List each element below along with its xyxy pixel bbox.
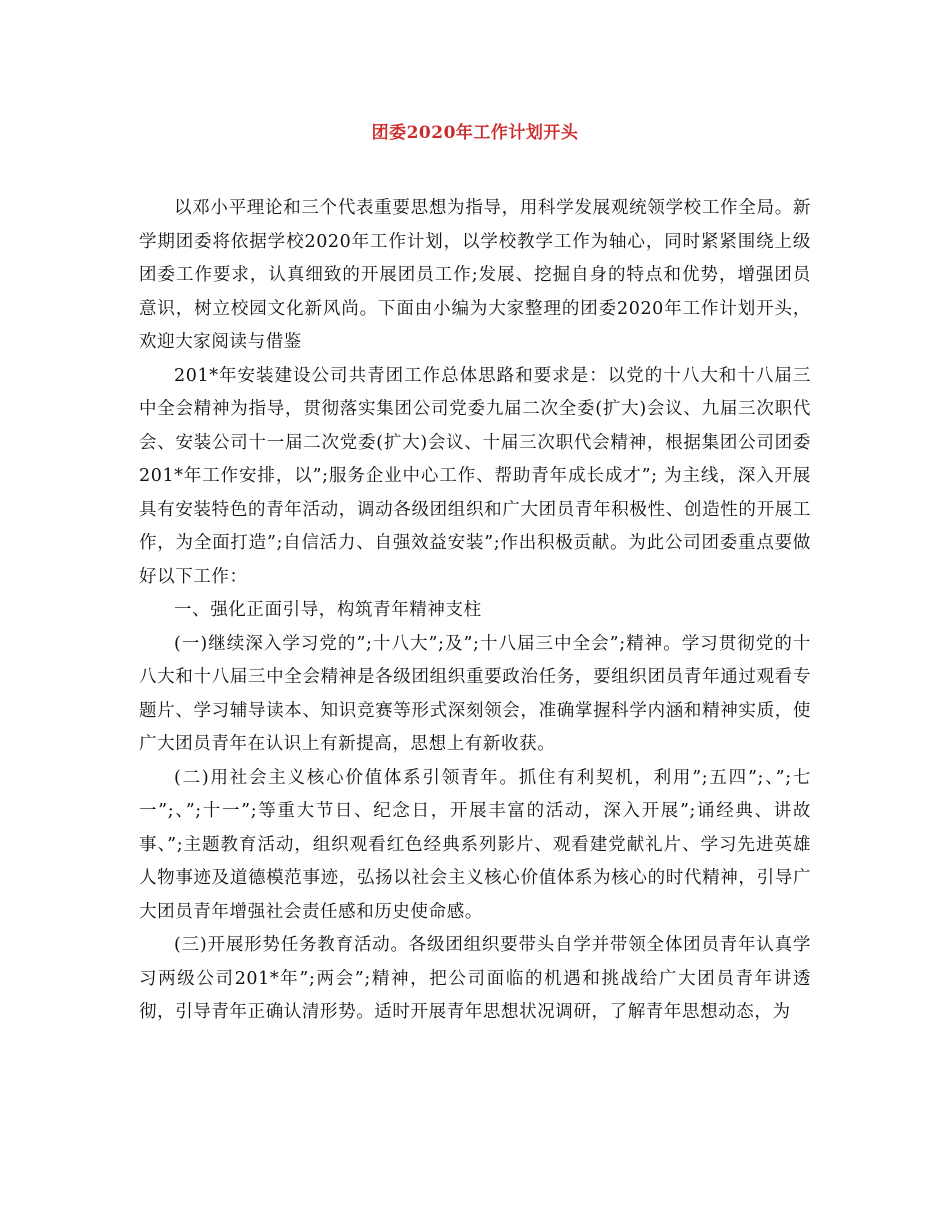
document-title: 团委2020年工作计划开头: [371, 123, 579, 143]
paragraph-item-1: (一)继续深入学习党的”;十八大”;及”;十八届三中全会”;精神。学习贯彻党的十八大和十八届三中全会精神是各级团组织重要政治任务，要组织团员青年通过观看专题片、学习辅导读本、知识竞赛等形式深刻领会，准确掌握科学内涵和精神实质，使广大团员青年在认识上有新提高，思想上有新收获。: [139, 633, 811, 754]
paragraph-overall-approach: 201*年安装建设公司共青团工作总体思路和要求是：以党的十八大和十八届三中全会精神为指导，贯彻落实集团公司党委九届二次全委(扩大)会议、九届三次职代会、安装公司十一届二次党委(扩大)会议、十届三次职代会精神，根据集团公司团委201*年工作安排，以”;服务企业中心工作、帮助青年成长成才”; 为主线，深入开展具有安装特色的青年活动，调动各级团组织和广大团员青年积极性、创造性的开展工作，为全面打造”;自信活力、自强效益安装”;作出积极贡献。为此公司团委重点要做好以下工作：: [139, 365, 811, 587]
paragraph-item-3: (三)开展形势任务教育活动。各级团组织要带头自学并带领全体团员青年认真学习两级公司201*年”;两会”;精神，把公司面临的机遇和挑战给广大团员青年讲透彻，引导青年正确认清形势。适时开展青年思想状况调研，了解青年思想动态，为: [139, 935, 811, 1022]
paragraph-item-2: (二)用社会主义核心价值体系引领青年。抓住有利契机，利用”;五四”;、”;七一”;、”;十一”;等重大节日、纪念日，开展丰富的活动，深入开展”;诵经典、讲故事、”;主题教育活动，组织观看红色经典系列影片、观看建党献礼片、学习先进英雄人物事迹及道德模范事迹，弘扬以社会主义核心价值体系为核心的时代精神，引导广大团员青年增强社会责任感和历史使命感。: [139, 767, 811, 922]
paragraph-intro: 以邓小平理论和三个代表重要思想为指导，用科学发展观统领学校工作全局。新学期团委将依据学校2020年工作计划，以学校教学工作为轴心，同时紧紧围绕上级团委工作要求，认真细致的开展团员工作;发展、挖掘自身的特点和优势，增强团员意识，树立校园文化新风尚。下面由小编为大家整理的团委2020年工作计划开头，欢迎大家阅读与借鉴: [139, 198, 811, 352]
document-page: [139, 118, 811, 1030]
section-heading-1: 一、强化正面引导，构筑青年精神支柱: [174, 600, 482, 620]
